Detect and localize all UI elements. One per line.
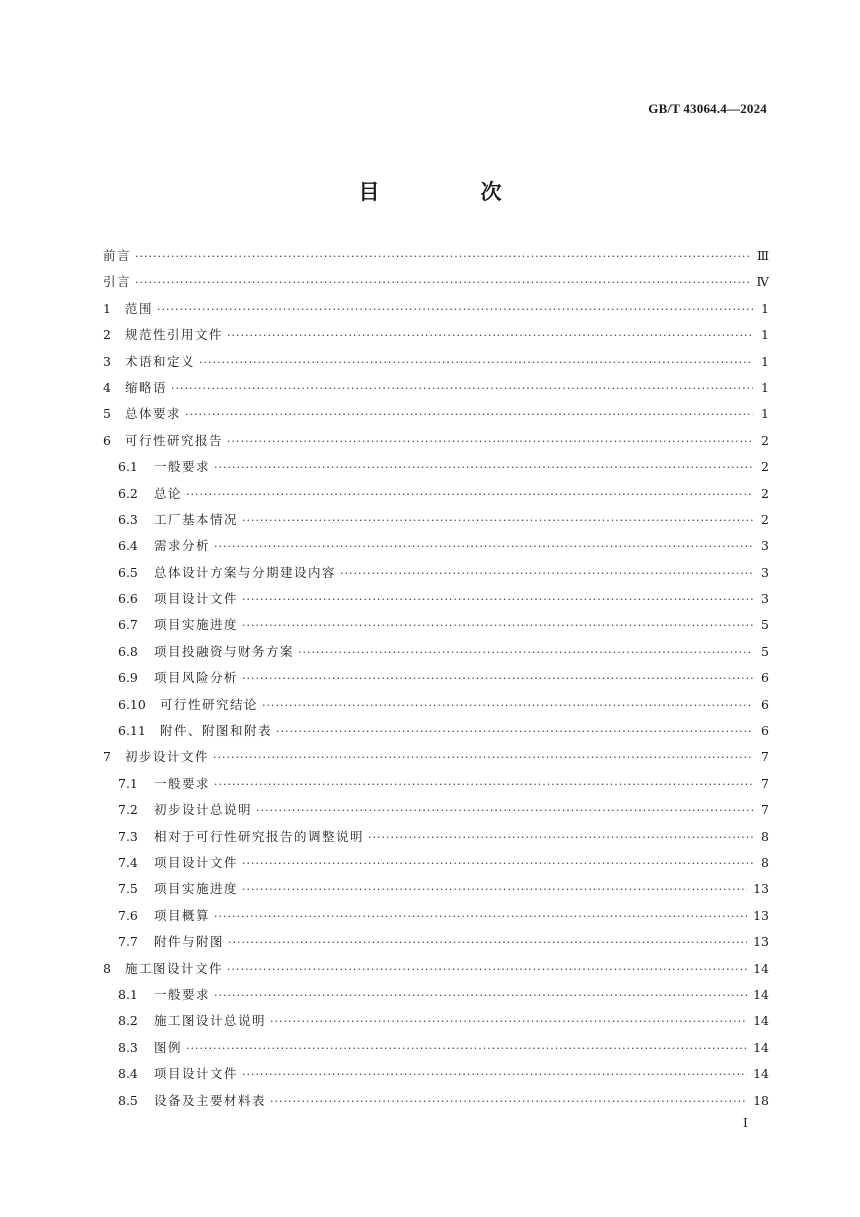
toc-entry[interactable] <box>103 1088 769 1114</box>
toc-entry-page: 2 <box>761 485 769 501</box>
toc-entry-page: 14 <box>753 1039 769 1055</box>
toc-entry-page: 8 <box>761 854 769 870</box>
toc-entry[interactable] <box>103 269 769 295</box>
toc-entry[interactable] <box>103 665 769 691</box>
toc-entry-number: 7 <box>103 749 111 765</box>
toc-entry-label: 施工图设计总说明 <box>154 1013 267 1029</box>
dot-leader <box>213 745 753 771</box>
toc-entry-label: 初步设计总说明 <box>154 802 253 818</box>
toc-entry-label: 项目投融资与财务方案 <box>154 643 295 659</box>
toc-entry-label: 项目实施进度 <box>154 881 239 897</box>
standard-code: GB/T 43064.4—2024 <box>648 101 767 116</box>
toc-entry-page: 13 <box>753 934 769 950</box>
toc-entry[interactable] <box>103 612 769 638</box>
toc-entry[interactable] <box>103 1035 769 1061</box>
toc-entry-number: 7.5 <box>118 881 138 897</box>
toc-entry-page: 3 <box>761 538 769 554</box>
toc-entry-page: Ⅲ <box>756 248 769 263</box>
dot-leader <box>135 270 750 296</box>
dot-leader <box>242 508 753 534</box>
toc-entry-number: 6 <box>103 432 111 448</box>
dot-leader <box>214 904 747 930</box>
toc-entry-label: 一般要求 <box>154 986 211 1002</box>
toc-entry-label: 相对于可行性研究报告的调整说明 <box>154 828 365 844</box>
toc-entry[interactable] <box>103 428 769 454</box>
dot-leader <box>340 561 753 587</box>
toc-entry-number: 8 <box>103 960 111 976</box>
toc-entry-label: 施工图设计文件 <box>125 960 224 976</box>
dot-leader <box>270 1009 747 1035</box>
toc-entry[interactable] <box>103 586 769 612</box>
dot-leader <box>227 957 747 983</box>
dot-leader <box>262 693 753 719</box>
toc-entry-label: 工厂基本情况 <box>154 511 239 527</box>
toc-entry-label: 可行性研究报告 <box>125 432 224 448</box>
toc-entry[interactable] <box>103 956 769 982</box>
dot-leader <box>242 666 753 692</box>
toc-entry[interactable] <box>103 692 769 718</box>
page-number: Ⅰ <box>743 1116 748 1130</box>
dot-leader <box>135 244 751 270</box>
dot-leader <box>242 877 747 903</box>
toc-entry-page: 1 <box>761 379 769 395</box>
toc-entry[interactable] <box>103 850 769 876</box>
toc-entry[interactable] <box>103 1061 769 1087</box>
toc-entry-number: 6.3 <box>118 511 138 527</box>
toc-entry-label: 前言 <box>103 248 132 263</box>
toc-entry-number: 7.7 <box>118 934 138 950</box>
toc-entry-number: 6.8 <box>118 643 138 659</box>
toc-entry-number: 4 <box>103 379 111 395</box>
toc-entry[interactable] <box>103 507 769 533</box>
toc-entry[interactable] <box>103 322 769 348</box>
toc-entry-page: Ⅳ <box>756 274 769 290</box>
dot-leader <box>242 613 753 639</box>
toc-entry-label: 图例 <box>154 1039 183 1055</box>
toc-entry-label: 附件与附图 <box>154 934 225 950</box>
toc-entry-number: 5 <box>103 406 111 422</box>
toc-entry-page: 5 <box>761 617 769 633</box>
dot-leader <box>242 851 753 877</box>
toc-entry-label: 缩略语 <box>125 379 168 395</box>
toc-entry-label: 引言 <box>103 274 132 290</box>
toc-entry[interactable] <box>103 982 769 1008</box>
toc-entry-page: 6 <box>761 670 769 686</box>
toc-entry-number: 6.4 <box>118 538 138 554</box>
toc-entry[interactable] <box>103 903 769 929</box>
toc-entry-page: 7 <box>761 775 769 791</box>
toc-entry-number: 7.3 <box>118 828 138 844</box>
toc-entry-label: 项目概算 <box>154 907 211 923</box>
toc-entry-label: 一般要求 <box>154 775 211 791</box>
toc-entry-label: 设备及主要材料表 <box>154 1092 267 1108</box>
toc-entry[interactable] <box>103 639 769 665</box>
toc-entry-page: 7 <box>761 749 769 765</box>
toc-entry-page: 6 <box>761 723 769 739</box>
toc-entry-page: 5 <box>761 643 769 659</box>
toc-entry[interactable] <box>103 718 769 744</box>
toc-entry-number: 7.6 <box>118 907 138 923</box>
dot-leader <box>256 798 753 824</box>
toc-entry[interactable] <box>103 797 769 823</box>
toc-entry-number: 8.3 <box>118 1039 138 1055</box>
toc-entry-number: 8.1 <box>118 986 138 1002</box>
toc-entry-page: 3 <box>761 564 769 580</box>
dot-leader <box>171 376 753 402</box>
toc-entry-page: 3 <box>761 591 769 607</box>
toc-entry-number: 6.2 <box>118 485 138 501</box>
dot-leader <box>242 1062 747 1088</box>
toc-entry-label: 可行性研究结论 <box>160 696 259 712</box>
toc-entry-page: 14 <box>753 1066 769 1082</box>
toc-entry-page: 14 <box>753 1013 769 1029</box>
toc-entry-label: 初步设计文件 <box>125 749 210 765</box>
toc-entry-label: 总体设计方案与分期建设内容 <box>154 564 337 580</box>
toc-entry-number: 8.2 <box>118 1013 138 1029</box>
dot-leader <box>242 587 753 613</box>
toc-entry-label: 附件、附图和附表 <box>160 723 273 739</box>
toc-entry-page: 18 <box>753 1092 769 1108</box>
table-of-contents <box>103 243 769 1114</box>
toc-entry-page: 7 <box>761 802 769 818</box>
toc-entry[interactable] <box>103 349 769 375</box>
toc-entry-page: 1 <box>761 327 769 343</box>
toc-entry-label: 术语和定义 <box>125 353 196 369</box>
toc-entry-number: 6.1 <box>118 459 138 475</box>
dot-leader <box>199 350 753 376</box>
toc-entry-label: 需求分析 <box>154 538 211 554</box>
toc-entry-number: 3 <box>103 353 111 369</box>
toc-entry-label: 项目设计文件 <box>154 1066 239 1082</box>
dot-leader <box>214 455 753 481</box>
toc-entry-label: 范围 <box>125 300 154 316</box>
toc-entry[interactable] <box>103 929 769 955</box>
toc-entry-number: 6.11 <box>118 723 146 739</box>
dot-leader <box>214 772 753 798</box>
toc-entry-number: 7.4 <box>118 854 138 870</box>
dot-leader <box>214 983 747 1009</box>
toc-entry[interactable] <box>103 243 769 269</box>
dot-leader <box>186 482 753 508</box>
dot-leader <box>228 930 747 956</box>
dot-leader <box>214 534 753 560</box>
toc-entry-label: 项目设计文件 <box>154 854 239 870</box>
toc-entry-number: 6.6 <box>118 591 138 607</box>
toc-entry-page: 1 <box>761 300 769 316</box>
toc-entry[interactable] <box>103 481 769 507</box>
toc-entry-page: 2 <box>761 511 769 527</box>
toc-entry-number: 7.2 <box>118 802 138 818</box>
toc-entry-number: 6.5 <box>118 564 138 580</box>
toc-entry-page: 2 <box>761 432 769 448</box>
dot-leader <box>276 719 753 745</box>
toc-entry-number: 8.4 <box>118 1066 138 1082</box>
toc-entry-number: 2 <box>103 327 111 343</box>
toc-entry[interactable] <box>103 375 769 401</box>
toc-entry-page: 13 <box>753 907 769 923</box>
page-title: 目 次 <box>358 179 542 204</box>
toc-entry-page: 2 <box>761 459 769 475</box>
toc-entry-number: 6.9 <box>118 670 138 686</box>
toc-entry-number: 6.7 <box>118 617 138 633</box>
toc-entry[interactable] <box>103 876 769 902</box>
toc-entry-label: 一般要求 <box>154 459 211 475</box>
toc-entry[interactable] <box>103 824 769 850</box>
toc-entry-page: 1 <box>761 353 769 369</box>
dot-leader <box>298 640 753 666</box>
toc-entry-number: 6.10 <box>118 696 146 712</box>
toc-entry-page: 14 <box>753 960 769 976</box>
toc-entry-number: 8.5 <box>118 1092 138 1108</box>
toc-entry-page: 14 <box>753 986 769 1002</box>
toc-entry-label: 总论 <box>154 485 183 501</box>
toc-entry[interactable] <box>103 401 769 427</box>
toc-entry-label: 总体要求 <box>125 406 182 422</box>
toc-entry-page: 6 <box>761 696 769 712</box>
toc-entry-label: 项目实施进度 <box>154 617 239 633</box>
toc-entry-page: 8 <box>761 828 769 844</box>
toc-entry[interactable] <box>103 296 769 322</box>
toc-entry[interactable] <box>103 533 769 559</box>
toc-entry-number: 7.1 <box>118 775 138 791</box>
toc-entry[interactable] <box>103 771 769 797</box>
toc-entry[interactable] <box>103 454 769 480</box>
dot-leader <box>227 429 753 455</box>
toc-entry-page: 13 <box>753 881 769 897</box>
toc-entry-label: 规范性引用文件 <box>125 327 224 343</box>
dot-leader <box>157 297 753 323</box>
toc-entry[interactable] <box>103 744 769 770</box>
dot-leader <box>227 323 753 349</box>
toc-entry[interactable] <box>103 560 769 586</box>
toc-entry-page: 1 <box>761 406 769 422</box>
dot-leader <box>368 825 753 851</box>
dot-leader <box>185 402 753 428</box>
toc-entry-label: 项目设计文件 <box>154 591 239 607</box>
toc-entry-number: 1 <box>103 300 111 316</box>
toc-entry-label: 项目风险分析 <box>154 670 239 686</box>
toc-entry[interactable] <box>103 1008 769 1034</box>
dot-leader <box>270 1089 747 1115</box>
dot-leader <box>186 1036 747 1062</box>
